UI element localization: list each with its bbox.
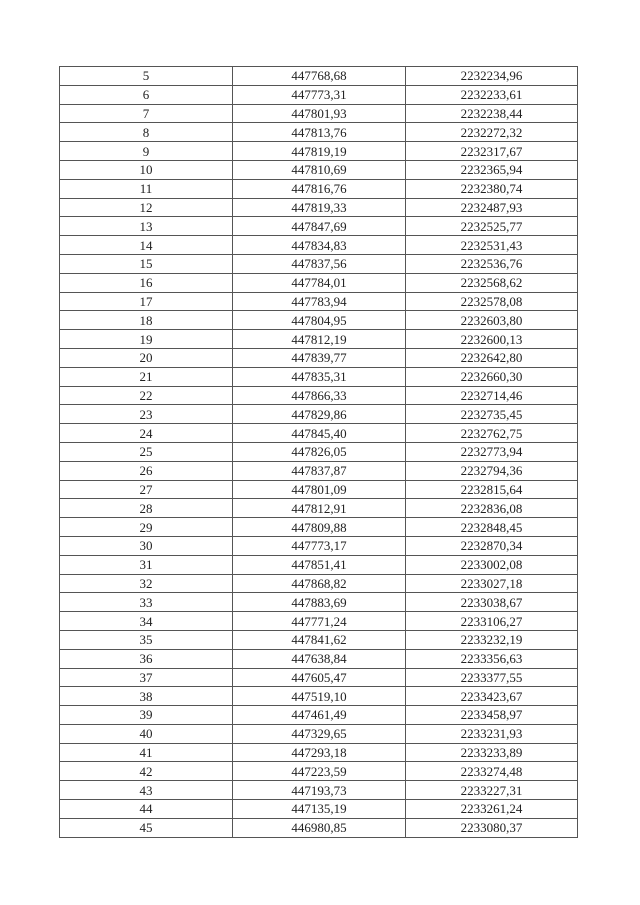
x-coordinate-cell: 447784,01 xyxy=(233,273,406,292)
x-coordinate-cell: 447816,76 xyxy=(233,179,406,198)
point-number-cell: 36 xyxy=(60,649,233,668)
x-coordinate-cell: 447801,09 xyxy=(233,480,406,499)
x-coordinate-cell: 447819,19 xyxy=(233,142,406,161)
x-coordinate-cell: 447826,05 xyxy=(233,442,406,461)
point-number-cell: 38 xyxy=(60,687,233,706)
x-coordinate-cell: 447773,31 xyxy=(233,85,406,104)
y-coordinate-cell: 2233274,48 xyxy=(406,762,578,781)
table-row xyxy=(60,254,578,273)
table-row xyxy=(60,311,578,330)
x-coordinate-cell: 447866,33 xyxy=(233,386,406,405)
x-coordinate-cell: 447819,33 xyxy=(233,198,406,217)
point-number-cell: 22 xyxy=(60,386,233,405)
point-number-cell: 8 xyxy=(60,123,233,142)
y-coordinate-cell: 2233002,08 xyxy=(406,555,578,574)
table-row xyxy=(60,292,578,311)
point-number-cell: 29 xyxy=(60,518,233,537)
table-row xyxy=(60,480,578,499)
x-coordinate-cell: 447605,47 xyxy=(233,668,406,687)
table-row xyxy=(60,67,578,86)
y-coordinate-cell: 2232660,30 xyxy=(406,367,578,386)
table-row xyxy=(60,536,578,555)
point-number-cell: 32 xyxy=(60,574,233,593)
y-coordinate-cell: 2233080,37 xyxy=(406,818,578,837)
y-coordinate-cell: 2232600,13 xyxy=(406,330,578,349)
table-row xyxy=(60,442,578,461)
x-coordinate-cell: 447768,68 xyxy=(233,67,406,86)
y-coordinate-cell: 2233356,63 xyxy=(406,649,578,668)
point-number-cell: 43 xyxy=(60,781,233,800)
y-coordinate-cell: 2232870,34 xyxy=(406,536,578,555)
x-coordinate-cell: 447883,69 xyxy=(233,593,406,612)
y-coordinate-cell: 2232836,08 xyxy=(406,499,578,518)
table-row xyxy=(60,386,578,405)
table-row xyxy=(60,217,578,236)
table-row xyxy=(60,273,578,292)
y-coordinate-cell: 2233027,18 xyxy=(406,574,578,593)
point-number-cell: 13 xyxy=(60,217,233,236)
y-coordinate-cell: 2233377,55 xyxy=(406,668,578,687)
x-coordinate-cell: 447293,18 xyxy=(233,743,406,762)
table-row xyxy=(60,85,578,104)
x-coordinate-cell: 447804,95 xyxy=(233,311,406,330)
y-coordinate-cell: 2232794,36 xyxy=(406,461,578,480)
point-number-cell: 12 xyxy=(60,198,233,217)
point-number-cell: 27 xyxy=(60,480,233,499)
y-coordinate-cell: 2232714,46 xyxy=(406,386,578,405)
table-row xyxy=(60,574,578,593)
x-coordinate-cell: 447809,88 xyxy=(233,518,406,537)
y-coordinate-cell: 2232642,80 xyxy=(406,348,578,367)
point-number-cell: 23 xyxy=(60,405,233,424)
point-number-cell: 26 xyxy=(60,461,233,480)
y-coordinate-cell: 2232238,44 xyxy=(406,104,578,123)
point-number-cell: 25 xyxy=(60,442,233,461)
x-coordinate-cell: 447837,87 xyxy=(233,461,406,480)
table-row xyxy=(60,800,578,819)
point-number-cell: 11 xyxy=(60,179,233,198)
table-row xyxy=(60,499,578,518)
point-number-cell: 19 xyxy=(60,330,233,349)
point-number-cell: 24 xyxy=(60,424,233,443)
point-number-cell: 15 xyxy=(60,254,233,273)
table-row xyxy=(60,367,578,386)
point-number-cell: 41 xyxy=(60,743,233,762)
point-number-cell: 31 xyxy=(60,555,233,574)
table-row xyxy=(60,724,578,743)
y-coordinate-cell: 2232531,43 xyxy=(406,236,578,255)
table-row xyxy=(60,612,578,631)
point-number-cell: 33 xyxy=(60,593,233,612)
y-coordinate-cell: 2232536,76 xyxy=(406,254,578,273)
point-number-cell: 7 xyxy=(60,104,233,123)
point-number-cell: 20 xyxy=(60,348,233,367)
point-number-cell: 5 xyxy=(60,67,233,86)
point-number-cell: 44 xyxy=(60,800,233,819)
x-coordinate-cell: 447193,73 xyxy=(233,781,406,800)
table-row xyxy=(60,198,578,217)
x-coordinate-cell: 447835,31 xyxy=(233,367,406,386)
coordinates-table xyxy=(59,66,578,838)
y-coordinate-cell: 2233106,27 xyxy=(406,612,578,631)
x-coordinate-cell: 447845,40 xyxy=(233,424,406,443)
y-coordinate-cell: 2233261,24 xyxy=(406,800,578,819)
point-number-cell: 35 xyxy=(60,630,233,649)
y-coordinate-cell: 2232735,45 xyxy=(406,405,578,424)
point-number-cell: 21 xyxy=(60,367,233,386)
y-coordinate-cell: 2232525,77 xyxy=(406,217,578,236)
y-coordinate-cell: 2232568,62 xyxy=(406,273,578,292)
point-number-cell: 30 xyxy=(60,536,233,555)
table-row xyxy=(60,706,578,725)
point-number-cell: 14 xyxy=(60,236,233,255)
table-row xyxy=(60,555,578,574)
table-row xyxy=(60,123,578,142)
y-coordinate-cell: 2233231,93 xyxy=(406,724,578,743)
point-number-cell: 37 xyxy=(60,668,233,687)
table-row xyxy=(60,424,578,443)
y-coordinate-cell: 2232365,94 xyxy=(406,160,578,179)
table-row xyxy=(60,818,578,837)
y-coordinate-cell: 2232233,61 xyxy=(406,85,578,104)
y-coordinate-cell: 2232487,93 xyxy=(406,198,578,217)
y-coordinate-cell: 2232848,45 xyxy=(406,518,578,537)
y-coordinate-cell: 2232234,96 xyxy=(406,67,578,86)
point-number-cell: 10 xyxy=(60,160,233,179)
x-coordinate-cell: 447851,41 xyxy=(233,555,406,574)
table-row xyxy=(60,179,578,198)
coordinates-table-body xyxy=(60,67,578,838)
x-coordinate-cell: 447813,76 xyxy=(233,123,406,142)
x-coordinate-cell: 447841,62 xyxy=(233,630,406,649)
x-coordinate-cell: 447135,19 xyxy=(233,800,406,819)
x-coordinate-cell: 447868,82 xyxy=(233,574,406,593)
x-coordinate-cell: 447329,65 xyxy=(233,724,406,743)
table-row xyxy=(60,405,578,424)
x-coordinate-cell: 447223,59 xyxy=(233,762,406,781)
y-coordinate-cell: 2233232,19 xyxy=(406,630,578,649)
x-coordinate-cell: 447829,86 xyxy=(233,405,406,424)
point-number-cell: 9 xyxy=(60,142,233,161)
x-coordinate-cell: 447801,93 xyxy=(233,104,406,123)
table-row xyxy=(60,762,578,781)
point-number-cell: 34 xyxy=(60,612,233,631)
point-number-cell: 16 xyxy=(60,273,233,292)
y-coordinate-cell: 2233423,67 xyxy=(406,687,578,706)
table-row xyxy=(60,104,578,123)
table-row xyxy=(60,781,578,800)
x-coordinate-cell: 447847,69 xyxy=(233,217,406,236)
table-row xyxy=(60,668,578,687)
x-coordinate-cell: 447837,56 xyxy=(233,254,406,273)
table-row xyxy=(60,649,578,668)
table-row xyxy=(60,160,578,179)
point-number-cell: 17 xyxy=(60,292,233,311)
x-coordinate-cell: 446980,85 xyxy=(233,818,406,837)
table-row xyxy=(60,142,578,161)
table-row xyxy=(60,687,578,706)
x-coordinate-cell: 447834,83 xyxy=(233,236,406,255)
table-row xyxy=(60,593,578,612)
point-number-cell: 45 xyxy=(60,818,233,837)
x-coordinate-cell: 447810,69 xyxy=(233,160,406,179)
table-row xyxy=(60,518,578,537)
x-coordinate-cell: 447461,49 xyxy=(233,706,406,725)
y-coordinate-cell: 2233233,89 xyxy=(406,743,578,762)
point-number-cell: 40 xyxy=(60,724,233,743)
y-coordinate-cell: 2232272,32 xyxy=(406,123,578,142)
y-coordinate-cell: 2232773,94 xyxy=(406,442,578,461)
table-row xyxy=(60,630,578,649)
x-coordinate-cell: 447783,94 xyxy=(233,292,406,311)
x-coordinate-cell: 447638,84 xyxy=(233,649,406,668)
table-row xyxy=(60,236,578,255)
point-number-cell: 18 xyxy=(60,311,233,330)
y-coordinate-cell: 2232380,74 xyxy=(406,179,578,198)
point-number-cell: 28 xyxy=(60,499,233,518)
y-coordinate-cell: 2232317,67 xyxy=(406,142,578,161)
y-coordinate-cell: 2232578,08 xyxy=(406,292,578,311)
y-coordinate-cell: 2232815,64 xyxy=(406,480,578,499)
y-coordinate-cell: 2232603,80 xyxy=(406,311,578,330)
y-coordinate-cell: 2232762,75 xyxy=(406,424,578,443)
y-coordinate-cell: 2233038,67 xyxy=(406,593,578,612)
x-coordinate-cell: 447519,10 xyxy=(233,687,406,706)
point-number-cell: 6 xyxy=(60,85,233,104)
x-coordinate-cell: 447773,17 xyxy=(233,536,406,555)
y-coordinate-cell: 2233458,97 xyxy=(406,706,578,725)
x-coordinate-cell: 447812,19 xyxy=(233,330,406,349)
table-row xyxy=(60,348,578,367)
point-number-cell: 39 xyxy=(60,706,233,725)
y-coordinate-cell: 2233227,31 xyxy=(406,781,578,800)
table-row xyxy=(60,330,578,349)
table-row xyxy=(60,461,578,480)
x-coordinate-cell: 447771,24 xyxy=(233,612,406,631)
x-coordinate-cell: 447839,77 xyxy=(233,348,406,367)
table-row xyxy=(60,743,578,762)
x-coordinate-cell: 447812,91 xyxy=(233,499,406,518)
point-number-cell: 42 xyxy=(60,762,233,781)
